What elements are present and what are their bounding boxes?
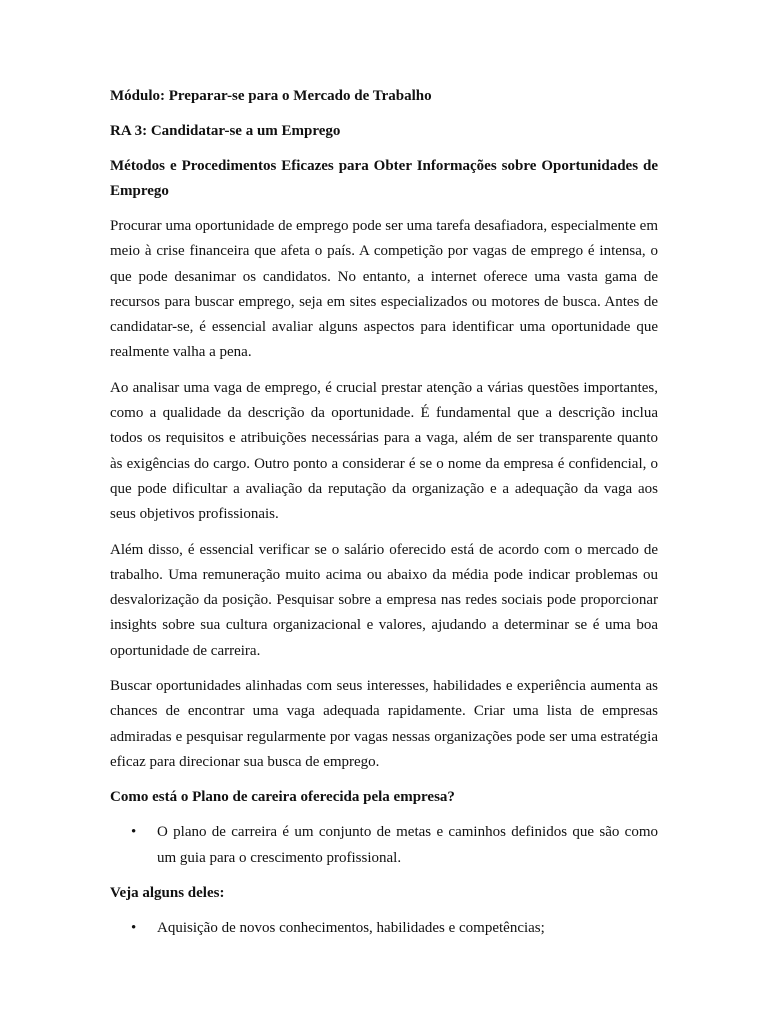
document-page: [110, 84, 658, 951]
career-plan-question: Como está o Plano de careira oferecida pela empresa?: [110, 789, 455, 806]
career-plan-list: [110, 820, 658, 871]
paragraph: Além disso, é essencial verificar se o salário oferecido está de acordo com o mercado de trabalho. Uma remuneração muito acima ou abaixo da média pode indicar problemas ou desvalorização da posição. Pesquisar sobre a empresa nas redes sociais pode proporcionar insights sobre sua cultura organizacional e valores, ajudando a determinar se é uma boa oportunidade de carreira.: [110, 541, 658, 659]
ra-title: RA 3: Candidatar-se a um Emprego: [110, 123, 341, 139]
bullet-icon: •: [131, 919, 137, 936]
see-some-heading: Veja alguns deles:: [110, 884, 225, 901]
paragraph: Procurar uma oportunidade de emprego pode ser uma tarefa desafiadora, especialmente em meio à crise financeira que afeta o país. A competição por vagas de emprego é intensa, o que pode desanimar os candidatos. No entanto, a internet oferece uma vasta gama de recursos para buscar emprego, seja em sites especializados ou motores de busca. Antes de candidatar-se, é essencial avaliar alguns aspectos para identificar uma oportunidade que realmente valha a pena.: [110, 218, 658, 361]
section-title: Métodos e Procedimentos Eficazes para Obter Informações sobre Oportunidades de Emprego: [110, 158, 658, 199]
list-item-text: Aquisição de novos conhecimentos, habilidades e competências;: [157, 919, 545, 936]
examples-list: [110, 916, 658, 941]
list-item: [110, 916, 658, 941]
list-item: [110, 820, 658, 871]
module-title: Módulo: Preparar-se para o Mercado de Trabalho: [110, 88, 432, 104]
bullet-icon: •: [131, 824, 137, 841]
list-item-text: O plano de carreira é um conjunto de metas e caminhos definidos que são como um guia para o crescimento profissional.: [157, 824, 658, 866]
paragraph: Ao analisar uma vaga de emprego, é crucial prestar atenção a várias questões importantes, como a qualidade da descrição da oportunidade. É fundamental que a descrição inclua todos os requisitos e atribuições necessárias para a vaga, além de ser transparente quanto às exigências do cargo. Outro ponto a considerar é se o nome da empresa é confidencial, o que pode dificultar a avaliação da reputação da organização e a adequação da vaga aos seus objetivos profissionais.: [110, 379, 658, 523]
paragraph: Buscar oportunidades alinhadas com seus interesses, habilidades e experiência aumenta as chances de encontrar uma vaga adequada rapidamente. Criar uma lista de empresas admiradas e pesquisar regularmente por vagas nessas organizações pode ser uma estratégia eficaz para direcionar sua busca de emprego.: [110, 678, 658, 770]
